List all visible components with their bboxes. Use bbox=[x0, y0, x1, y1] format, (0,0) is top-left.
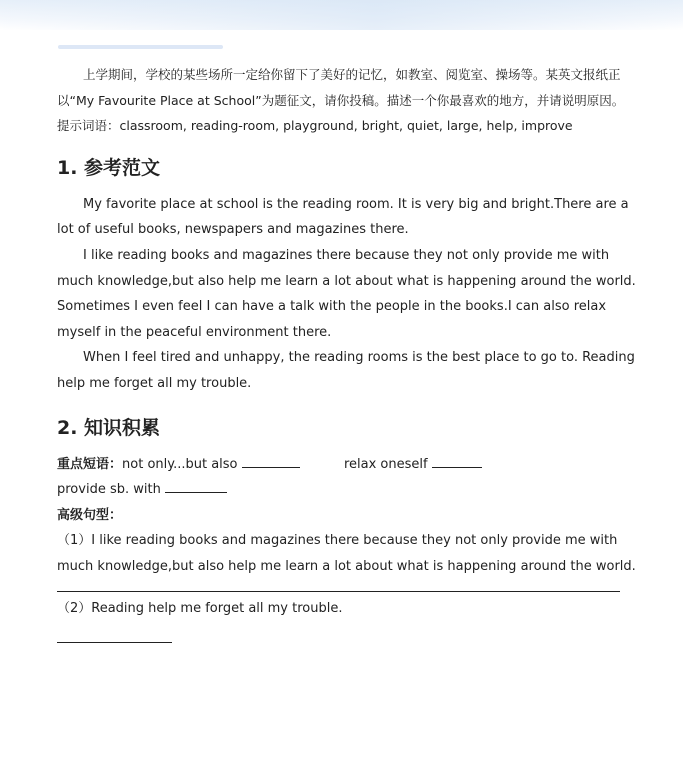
sentence-2: （2）Reading help me forget all my trouble. bbox=[57, 600, 343, 616]
answer-line-1[interactable] bbox=[57, 590, 620, 592]
accent-bar bbox=[58, 45, 223, 49]
section1-heading: 1. 参考范文 bbox=[57, 156, 161, 179]
phrases-label: 重点短语： bbox=[57, 456, 123, 472]
document-body bbox=[57, 62, 637, 643]
phrases-line bbox=[57, 452, 637, 478]
sentence-1: （1）I like reading books and magazines there because they not only provide me with much knowledge,but also help me learn a lot about what is happening around the world. bbox=[57, 533, 636, 574]
phrases-line-2 bbox=[57, 477, 637, 503]
answer-blank-3[interactable] bbox=[165, 480, 227, 493]
section2-heading: 2. 知识积累 bbox=[57, 416, 161, 439]
answer-blank-1[interactable] bbox=[242, 455, 300, 468]
essay-paragraph-3: When I feel tired and unhappy, the reading rooms is the best place to go to. Reading help me forget all my trouble. bbox=[57, 350, 635, 391]
essay-paragraph-1: My favorite place at school is the reading room. It is very big and bright.There are a lot of useful books, newspapers and magazines there. bbox=[57, 196, 629, 238]
hint-words: 提示词语：classroom, reading-room, playground, bright, quiet, large, help, improve bbox=[57, 118, 573, 134]
sentences-label: 高级句型： bbox=[57, 507, 123, 523]
phrase-1: not only...but also bbox=[122, 456, 238, 472]
answer-line-2[interactable] bbox=[57, 641, 172, 643]
header-band bbox=[0, 0, 683, 30]
phrase-3: provide sb. with bbox=[57, 482, 161, 498]
phrase-2: relax oneself bbox=[343, 456, 428, 472]
intro-paragraph: 上学期间，学校的某些场所一定给你留下了美好的记忆，如教室、阅览室、操场等。某英文报纸正以“My Favourite Place at School”为题征文，请你投稿。描述一个你最喜欢的地方，并请说明原因。 bbox=[57, 67, 625, 108]
answer-blank-2[interactable] bbox=[432, 455, 482, 468]
essay-paragraph-2: I like reading books and magazines there because they not only provide me with much knowledge,but also help me learn a lot about what is happening around the world. Sometimes I even feel I can have a talk with the people in the books.I can also relax myself in the peaceful environment there. bbox=[57, 247, 636, 340]
